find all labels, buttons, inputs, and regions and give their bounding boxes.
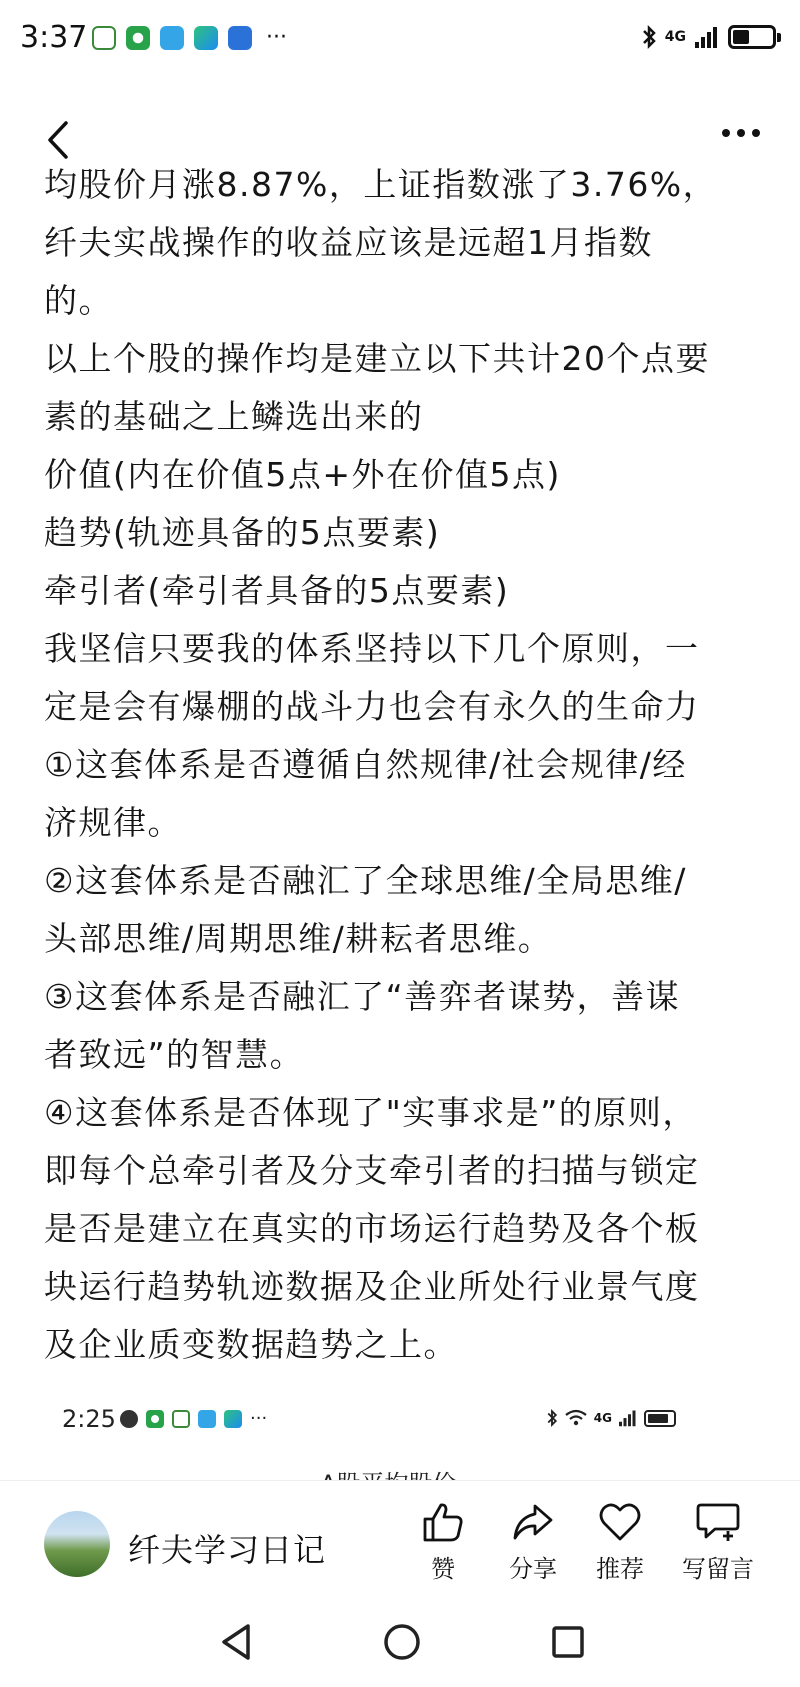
article-line: 及企业质变数据趋势之上。 [44, 1325, 458, 1364]
share-arrow-icon [511, 1501, 555, 1543]
article-line: 我坚信只要我的体系坚持以下几个原则，一 [44, 629, 700, 668]
blue-square-icon [198, 1410, 216, 1428]
article-line: 素的基础之上鳞选出来的 [44, 397, 424, 436]
comment-label: 写留言 [682, 1555, 754, 1583]
bluetooth-icon [641, 24, 657, 50]
article-paragraphs [44, 156, 717, 1374]
article-line: 以上个股的操作均是建立以下共计20个点要 [44, 339, 710, 378]
scale-app-icon [92, 26, 116, 50]
status-right [641, 24, 776, 50]
blue-circle-icon [228, 26, 252, 50]
article-line: 济规律。 [44, 803, 182, 842]
status-time: 3:37 [20, 20, 88, 55]
article-line: 者致远”的智慧。 [44, 1035, 305, 1074]
article-line: ②这套体系是否融汇了全球思维/全局思维/ [44, 861, 687, 900]
embedded-time: 2:25 [62, 1405, 116, 1433]
thumbs-up-icon [421, 1501, 465, 1543]
author-name[interactable]: 纤夫学习日记 [128, 1531, 327, 1569]
embedded-more: ··· [250, 1408, 268, 1429]
share-label: 分享 [509, 1555, 557, 1583]
more-horizontal-icon[interactable] [722, 129, 760, 137]
share-button[interactable] [488, 1501, 578, 1584]
article-line: 块运行趋势轨迹数据及企业所处行业景气度 [44, 1267, 700, 1306]
signal-icon [618, 1409, 638, 1427]
battery-level [733, 30, 749, 44]
embedded-app-icons [120, 1408, 267, 1429]
bluetooth-icon [546, 1408, 558, 1428]
status-bar [0, 0, 800, 80]
embedded-network-type: 4G [593, 1411, 612, 1425]
article-line: ③这套体系是否融汇了“善弈者谋势，善谋 [44, 977, 681, 1016]
more-notifications: ··· [266, 25, 287, 50]
heart-icon [598, 1501, 642, 1543]
scale-app-icon [172, 1410, 190, 1428]
recommend-button[interactable] [575, 1501, 665, 1584]
system-nav-bar [0, 1600, 800, 1687]
article-line: ①这套体系是否遵循自然规律/社会规律/经 [44, 745, 687, 784]
article-line: 头部思维/周期思维/耕耘者思维。 [44, 919, 553, 958]
article-body [44, 165, 764, 1380]
blue-square-icon [160, 26, 184, 50]
article-line: 价值(内在价值5点+外在价值5点) [44, 455, 561, 494]
comment-plus-icon [695, 1501, 741, 1543]
green-swirl-icon [146, 1410, 164, 1428]
article-line: 的。 [44, 281, 113, 320]
article-line: 定是会有爆棚的战斗力也会有永久的生命力 [44, 687, 700, 726]
article-line: 即每个总牵引者及分支牵引者的扫描与锁定 [44, 1151, 700, 1190]
signal-icon [694, 25, 720, 49]
article-line: 纤夫实战操作的收益应该是远超1月指数 [44, 223, 653, 262]
recommend-label: 推荐 [596, 1555, 644, 1583]
embedded-screenshot [0, 1380, 800, 1480]
battery-icon [644, 1410, 676, 1427]
video-app-icon [194, 26, 218, 50]
article-line: 均股价月涨8.87%，上证指数涨了3.76%， [44, 165, 718, 204]
square-recents-icon[interactable] [550, 1622, 586, 1662]
write-comment-button[interactable] [668, 1501, 768, 1584]
article-line: 趋势(轨迹具备的5点要素) [44, 513, 441, 552]
avatar-app-icon [120, 1410, 138, 1428]
bottom-action-bar [0, 1480, 800, 1601]
triangle-back-icon[interactable] [218, 1622, 254, 1662]
article-line: 是否是建立在真实的市场运行趋势及各个板 [44, 1209, 700, 1248]
circle-home-icon[interactable] [382, 1622, 422, 1662]
like-label: 赞 [431, 1555, 455, 1583]
author-avatar[interactable] [44, 1511, 110, 1577]
wifi-icon [564, 1409, 588, 1427]
green-swirl-icon [126, 26, 150, 50]
like-button[interactable] [398, 1501, 488, 1584]
article-line: ④这套体系是否体现了"实事求是”的原则， [44, 1093, 697, 1132]
video-app-icon [224, 1410, 242, 1428]
embedded-status-right [546, 1408, 676, 1428]
article-line: 牵引者(牵引者具备的5点要素) [44, 571, 510, 610]
notification-icons [92, 25, 287, 50]
battery-icon [728, 25, 776, 49]
network-type: 4G [664, 29, 686, 45]
